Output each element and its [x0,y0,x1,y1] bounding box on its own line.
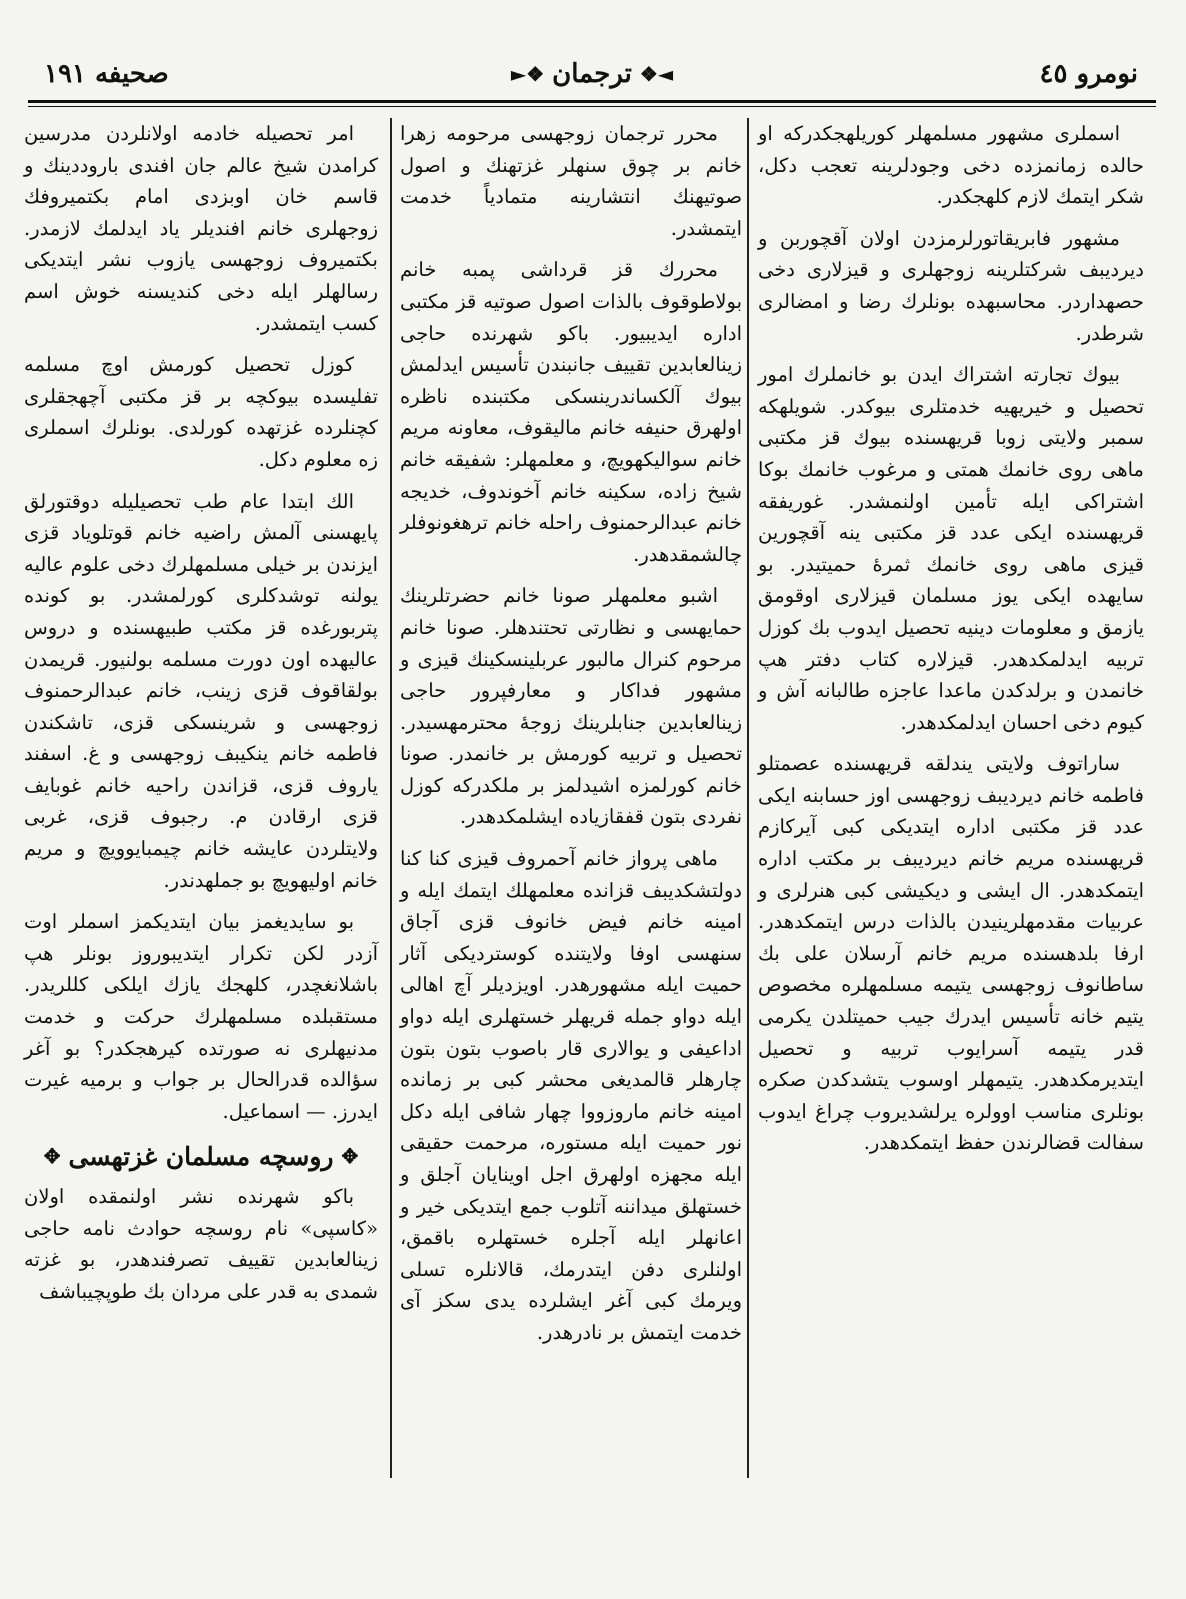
paragraph: محرر ترجمان زوجهسی مرحومه زهرا خانم بر چوق سنهلر غزتهنك و اصول صوتیهنك انتشارینه متمادیاً خدمت ایتمشدر. [400,122,742,240]
ornament-icon: ✥ [341,1144,359,1169]
section-heading [24,1141,378,1173]
paragraph: مشهور فابریقاتورلرمزدن اولان آقچوربن و دیردیبف شرکتلرینه زوجهلری و قیزلاری دخی حصهداردر. محاسبهده بونلرك رضا و امضالری شرطدر. [758,226,1144,345]
paper-title: ترجمان [552,59,632,89]
page-number: صحیفه ۱۹۱ [44,59,169,89]
ornament-icon: ❖► [510,62,545,86]
column-middle [400,118,742,1359]
paragraph: ماهی پرواز خانم آحمروف قیزی کنا کنا دولتشکدیبف قزانده معلمهلك ایتمك ایله و امینه خانم فیض خانوف قزی آجاق سنهسی اوفا ولایتنده کوستردیکی آثار حمیت ایله مشهورهدر. اویزدیلر آچ اهالی ایله دواو جمله قریهلر خستهلری ایله دواو اداعیفی و یوالاری قار باصوب بتون بتون چارهلر قالمدیغی محشر کبی بر زمانده امینه خانم ماروزووا چهار شافی ایله دکل نور حمیت ایله مستوره، مرحمت حقیقی ایله مجهزه اولهرق اجل اوینایان آجلق و خستهلق میداننه آتلوب جمع ایتدیکی خیر و اعانهلر ایله آجلره خستهلره باقمق، اولنلری دفن ایتدرمك، قالانلره تسلی ویرمك کبی آغر ایشلرده یدی سکز آی خدمت ایتمش بر نادرهدر. [400,847,742,1344]
paragraph: کوزل تحصیل کورمش اوچ مسلمه تفلیسده بیوکچه بر قز مکتبی آچهجقلری کچنلرده غزتهده کورلدی. بونلرك اسملری زه معلوم دکل. [24,353,378,471]
ornament-icon: ✥ [43,1144,61,1169]
paragraph: ساراتوف ولایتی یندلقه قریهسنده عصمتلو فاطمه خانم دیردیبف زوجهسی اوز حسابنه ایکی عدد قز مکتبی اداره ایتدیکی کبی آیرکازم قریهسنده مریم خانم دیردیبف بر مکتب اداره ایتمکدهدر. ال ایشی و دیکیشی کبی هنرلری و عربیات مقدمهلرینیدن بالذات درس ایتمکدهدر. ارفا بلدهسنده مریم خانم آرسلان علی بك ساطانوف زوجهسی یتیمه مسلمهلره مخصوص یتیم خانه تأسیس ایدرك جیب حمیتلدن یکرمی قدر یتیمه آسرایوب تربیه و تحصیل ایتدیرمکدهدر. یتیمهلر اوسوب یتشدکدن صکره بونلری مناسب اوولره یرلشدیروب چراغ ایدوب سفالت قضالرندن حفظ ایتمکدهدر. [758,752,1144,1155]
paragraph: بیوك تجارته اشتراك ایدن بو خانملرك امور تحصیل و خیریهیه خدمتلری بیوکدر. شویلهکه سمبر ولایتی زوبا قریهسنده بیوك قز مکتبی ماهی روی خانمك همتی و مرغوب خانمك بوکا اشتراکی ایله تأمین اولنمشدر. غوریفقه قریهسنده ایکی عدد قز مکتبی ینه آقچورین قیزی ماهی روی خانمك ثمرهٔ حمیتیدر. بو سایهده ایکی یوز مسلمان قیزلاری اوقومق یازمق و معلومات دینیه تحصیل ایدوب بك کوزل تربیه ایدلمکدهدر. قیزلاره کتاب دفتر هپ خانمدن و برلدکدن ماعدا عاجزه طالبانه آش و کیوم دخی احسان ایدلمکدهدر. [758,363,1144,734]
header-rule [28,100,1156,103]
column-left [24,118,378,1317]
paragraph: باکو شهرنده نشر اولنمقده اولان «کاسپی» نام روسچه حوادث نامه حاجی زینالعابدین تقییف تصرفندهدر، بو غزته شمدی به قدر علی مردان بك طوپچیباشف [24,1185,378,1303]
paragraph: بو سایدیغمز بیان ایتدیکمز اسملر اوت آزدر لکن تکرار ایتدیبوروز بونلر هپ باشلانغچدر، کلهجك یازك ایلکی کللریدر. مستقبلده مسلمهلرك حرکت و خدمت مدنیهلری نه صورتده کیرهجکدر؟ بو آغر سؤالده قدرالحال بر جواب و برمیه غیرت ایدرز. — اسماعیل. [24,910,378,1123]
column-divider [390,118,392,1478]
paragraph: اشبو معلمهلر صونا خانم حضرتلرینك حمایهسی و نظارتی تحتندهلر. صونا خانم مرحوم کنرال مالبور عربلینسکینك قیزی و مشهور فداکار و معارفپرور حاجی زینالعابدین جنابلرینك زوجهٔ محترمهسیدر. تحصیل و تربیه کورمش بر خانمدر. صونا خانم کورلمزه اشیدلمز بر ملکدرکه کوزل نفردی بتون قفقازیاده ایشلمکدهدر. [400,584,742,829]
paper-title-block [511,59,673,89]
paragraph: امر تحصیله خادمه اولانلردن مدرسین کرامدن شیخ عالم جان افندی باروددینك و قاسم خان اوبزدی امام بکتمیروفك زوجهلری خانم افندیلر یاد ایدلمك لازمدر. بکتمیروف زوجهسی یازوب نشر ایتدیکی رسالهلر ایله دخی کندیسنه خوش اسم کسب ایتمشدر. [24,122,378,335]
header-rule-thin [28,106,1156,107]
section-title: روسچه مسلمان غزتهسی [68,1142,334,1172]
ornament-icon: ◄❖ [639,62,674,86]
issue-number: نومرو ٤٥ [1039,59,1138,89]
page-header [28,55,1156,100]
paragraph: محررك قز قرداشی پمبه خانم بولاطوقوف بالذات اصول صوتیه قز مکتبی اداره ایدیبیور. باکو شهرنده حاجی زینالعابدین تقییف جانبندن تأسیس ایدلمش بیوك آلکساندرینسکی مکتبنده ناظره اولهرق حنیفه خانم مالیقوف، معاونه مریم خانم سوالیکهویچ، و معلمهلر: شفیقه خانم شیخ زاده، سکینه خانم آخوندوف، خدیجه خانم عبدالرحمنوف راحله خانم ترهغونوفلر چالشمقدهدر. [400,258,742,566]
paragraph: اسملری مشهور مسلمهلر کوریلهجکدرکه او حالده زمانمزده دخی وجودلرینه تعجب دکل، شکر ایتمك لازم کلهجکدر. [758,122,1144,209]
column-right [758,118,1144,1169]
column-divider [747,118,749,1478]
paragraph: الك ابتدا عام طب تحصیلیله دوقتورلق پایهسنی آلمش راضیه خانم قوتلویاد قزی ایزندن بر خیلی مسلمهلرك دخی علوم عالیه یولنه توشدکلری کورلمشدر. بو کونده پتربورغده قز مکتب طبیهسنده و دروس عالیهده اون دورت مسلمه بولنیور. قریمدن بولقاقوف قزی زینب، خانم عبدالرحمنوف زوجهسی و شرینسکی قزی، تاشکندن فاطمه خانم ینکیبف زوجهسی و غ. اسفند یاروف قزی، قزاندن راحیه خانم غوبایف قزی ارقادن م. رجبوف قزی، غربی ولایتلردن عایشه خانم چیمبایوویچ و مریم خانم اولیهویچ بو جملهدندر. [24,489,378,892]
